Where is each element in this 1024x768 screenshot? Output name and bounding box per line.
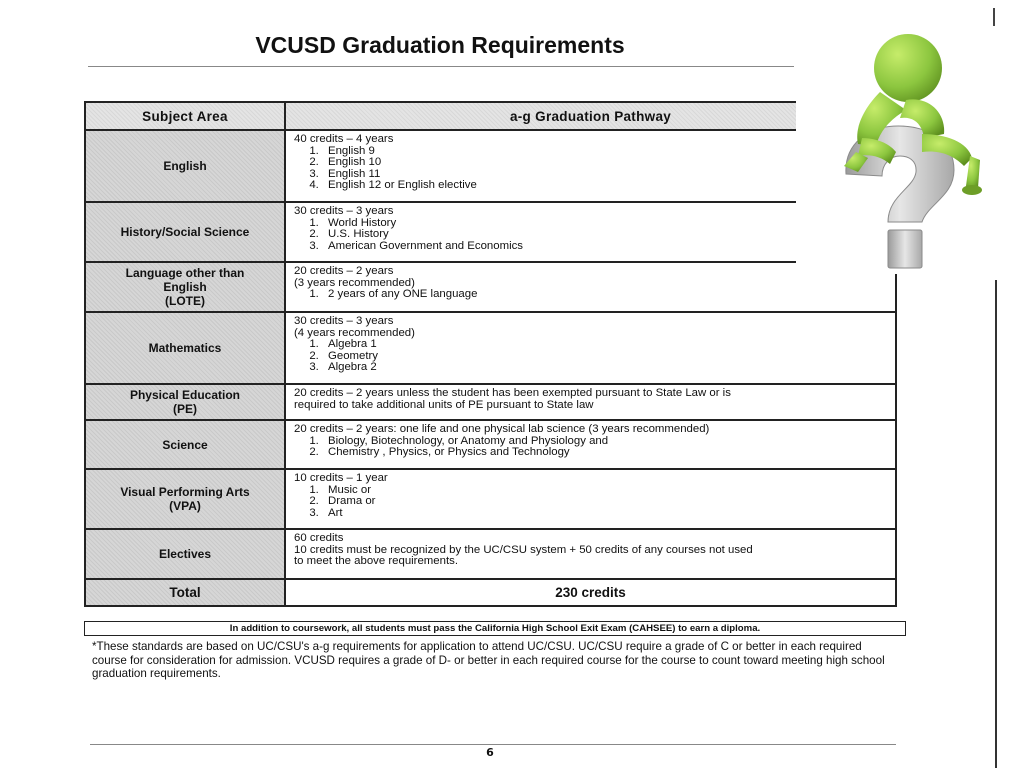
subject-label: (VPA)	[169, 499, 201, 513]
subject-label: Language other than	[125, 266, 245, 280]
table-row	[85, 262, 896, 312]
thinking-figure-on-question-mark-icon	[796, 26, 996, 274]
table-row	[85, 312, 896, 384]
subject-label: English	[163, 159, 207, 173]
requirement-text: 60 credits	[294, 532, 344, 544]
pathway-cell	[285, 384, 896, 420]
course-item: 3. American Government and Economics	[322, 241, 887, 253]
requirement-text: 20 credits – 2 years unless the student has been exempted pursuant to State Law or is	[294, 387, 731, 399]
subject-label: (PE)	[173, 402, 197, 416]
table-row	[85, 202, 896, 262]
total-row	[85, 579, 896, 606]
subject-cell	[85, 384, 285, 420]
title-rule	[88, 66, 794, 67]
requirement-text: to meet the above requirements.	[294, 555, 458, 568]
table-header-row	[85, 102, 896, 130]
subject-label: Electives	[158, 547, 212, 561]
subject-label: Physical Education	[129, 388, 241, 402]
scan-edge-mark	[993, 8, 995, 26]
course-item: 3. Algebra 2	[322, 362, 887, 374]
table-row	[85, 130, 896, 202]
requirements-table	[84, 101, 897, 607]
requirement-text: 10 credits must be recognized by the UC/CSU system + 50 credits of any courses not used	[294, 543, 753, 556]
requirement-text: 20 credits – 2 years	[294, 265, 394, 277]
subject-cell	[85, 202, 285, 262]
course-item: 2. Geometry	[322, 351, 887, 363]
course-item: 1. Biology, Biotechnology, or Anatomy and Physiology and	[322, 436, 887, 448]
requirements-body	[85, 130, 896, 579]
course-item: 1. 2 years of any ONE language	[322, 289, 887, 301]
subject-label: Science	[162, 437, 208, 452]
course-item: 2. Chemistry , Physics, or Physics and Technology	[322, 447, 887, 459]
table-row	[85, 420, 896, 469]
course-item: 2. U.S. History	[322, 229, 887, 241]
requirement-text: 30 credits – 3 years	[294, 205, 394, 217]
course-item: 3. Art	[322, 508, 887, 520]
subject-cell	[85, 529, 285, 579]
course-list	[294, 485, 887, 520]
course-list	[294, 289, 887, 301]
table-row	[85, 469, 896, 529]
course-list	[294, 436, 887, 459]
pathway-header: a-g Graduation Pathway	[285, 102, 896, 130]
subject-label: English	[163, 280, 207, 294]
pathway-cell	[285, 529, 896, 579]
scan-edge-line	[995, 280, 997, 768]
requirement-text: required to take additional units of PE pursuant to State law	[294, 398, 594, 411]
course-item: 2. English 10	[322, 157, 887, 169]
subject-label: History/Social Science	[120, 225, 250, 239]
footnote: *These standards are based on UC/CSU's a-g requirements for application to attend UC/CSU. UC/CSU require a grade of C or better in each required course for consideration for admission. VCUSD requires a grade of D- or better in each required course for the course to count toward meeting high school graduation requirements.	[92, 640, 885, 680]
course-item: 1. English 9	[322, 146, 887, 158]
course-list	[294, 339, 887, 374]
pathway-cell	[285, 420, 896, 469]
requirement-text: 30 credits – 3 years	[294, 315, 394, 327]
footer-rule	[90, 744, 896, 745]
page-number: 6	[486, 746, 494, 759]
course-item: 1. Algebra 1	[322, 339, 887, 351]
subject-label: (LOTE)	[165, 294, 205, 308]
total-value: 230 credits	[285, 579, 896, 606]
requirement-text: 20 credits – 2 years: one life and one physical lab science (3 years recommended)	[294, 423, 710, 435]
requirement-text: (3 years recommended)	[294, 276, 415, 289]
requirement-text: 10 credits – 1 year	[294, 472, 388, 484]
table-row	[85, 529, 896, 579]
subject-cell	[85, 262, 285, 312]
pathway-cell	[285, 469, 896, 529]
course-item: 3. English 11	[322, 169, 887, 181]
subject-label: Mathematics	[148, 341, 222, 355]
subject-cell	[85, 469, 285, 529]
requirement-text: 40 credits – 4 years	[294, 133, 394, 145]
course-item: 1. Music or	[322, 485, 887, 497]
requirement-text: (4 years recommended)	[294, 326, 415, 339]
course-item: 2. Drama or	[322, 496, 887, 508]
course-item: 1. World History	[322, 218, 887, 230]
page-title: VCUSD Graduation Requirements	[255, 32, 625, 58]
table-row	[85, 384, 896, 420]
subject-cell	[85, 130, 285, 202]
total-label: Total	[85, 579, 285, 606]
exit-exam-note: In addition to coursework, all students must pass the California High School Exit Exam (CAHSEE) to earn a diploma.	[84, 621, 906, 636]
course-item: 4. English 12 or English elective	[322, 180, 887, 192]
subject-cell	[85, 420, 285, 469]
subject-cell	[85, 312, 285, 384]
pathway-cell	[285, 312, 896, 384]
subject-area-header: Subject Area	[85, 102, 285, 130]
subject-label: Visual Performing Arts	[120, 485, 250, 499]
